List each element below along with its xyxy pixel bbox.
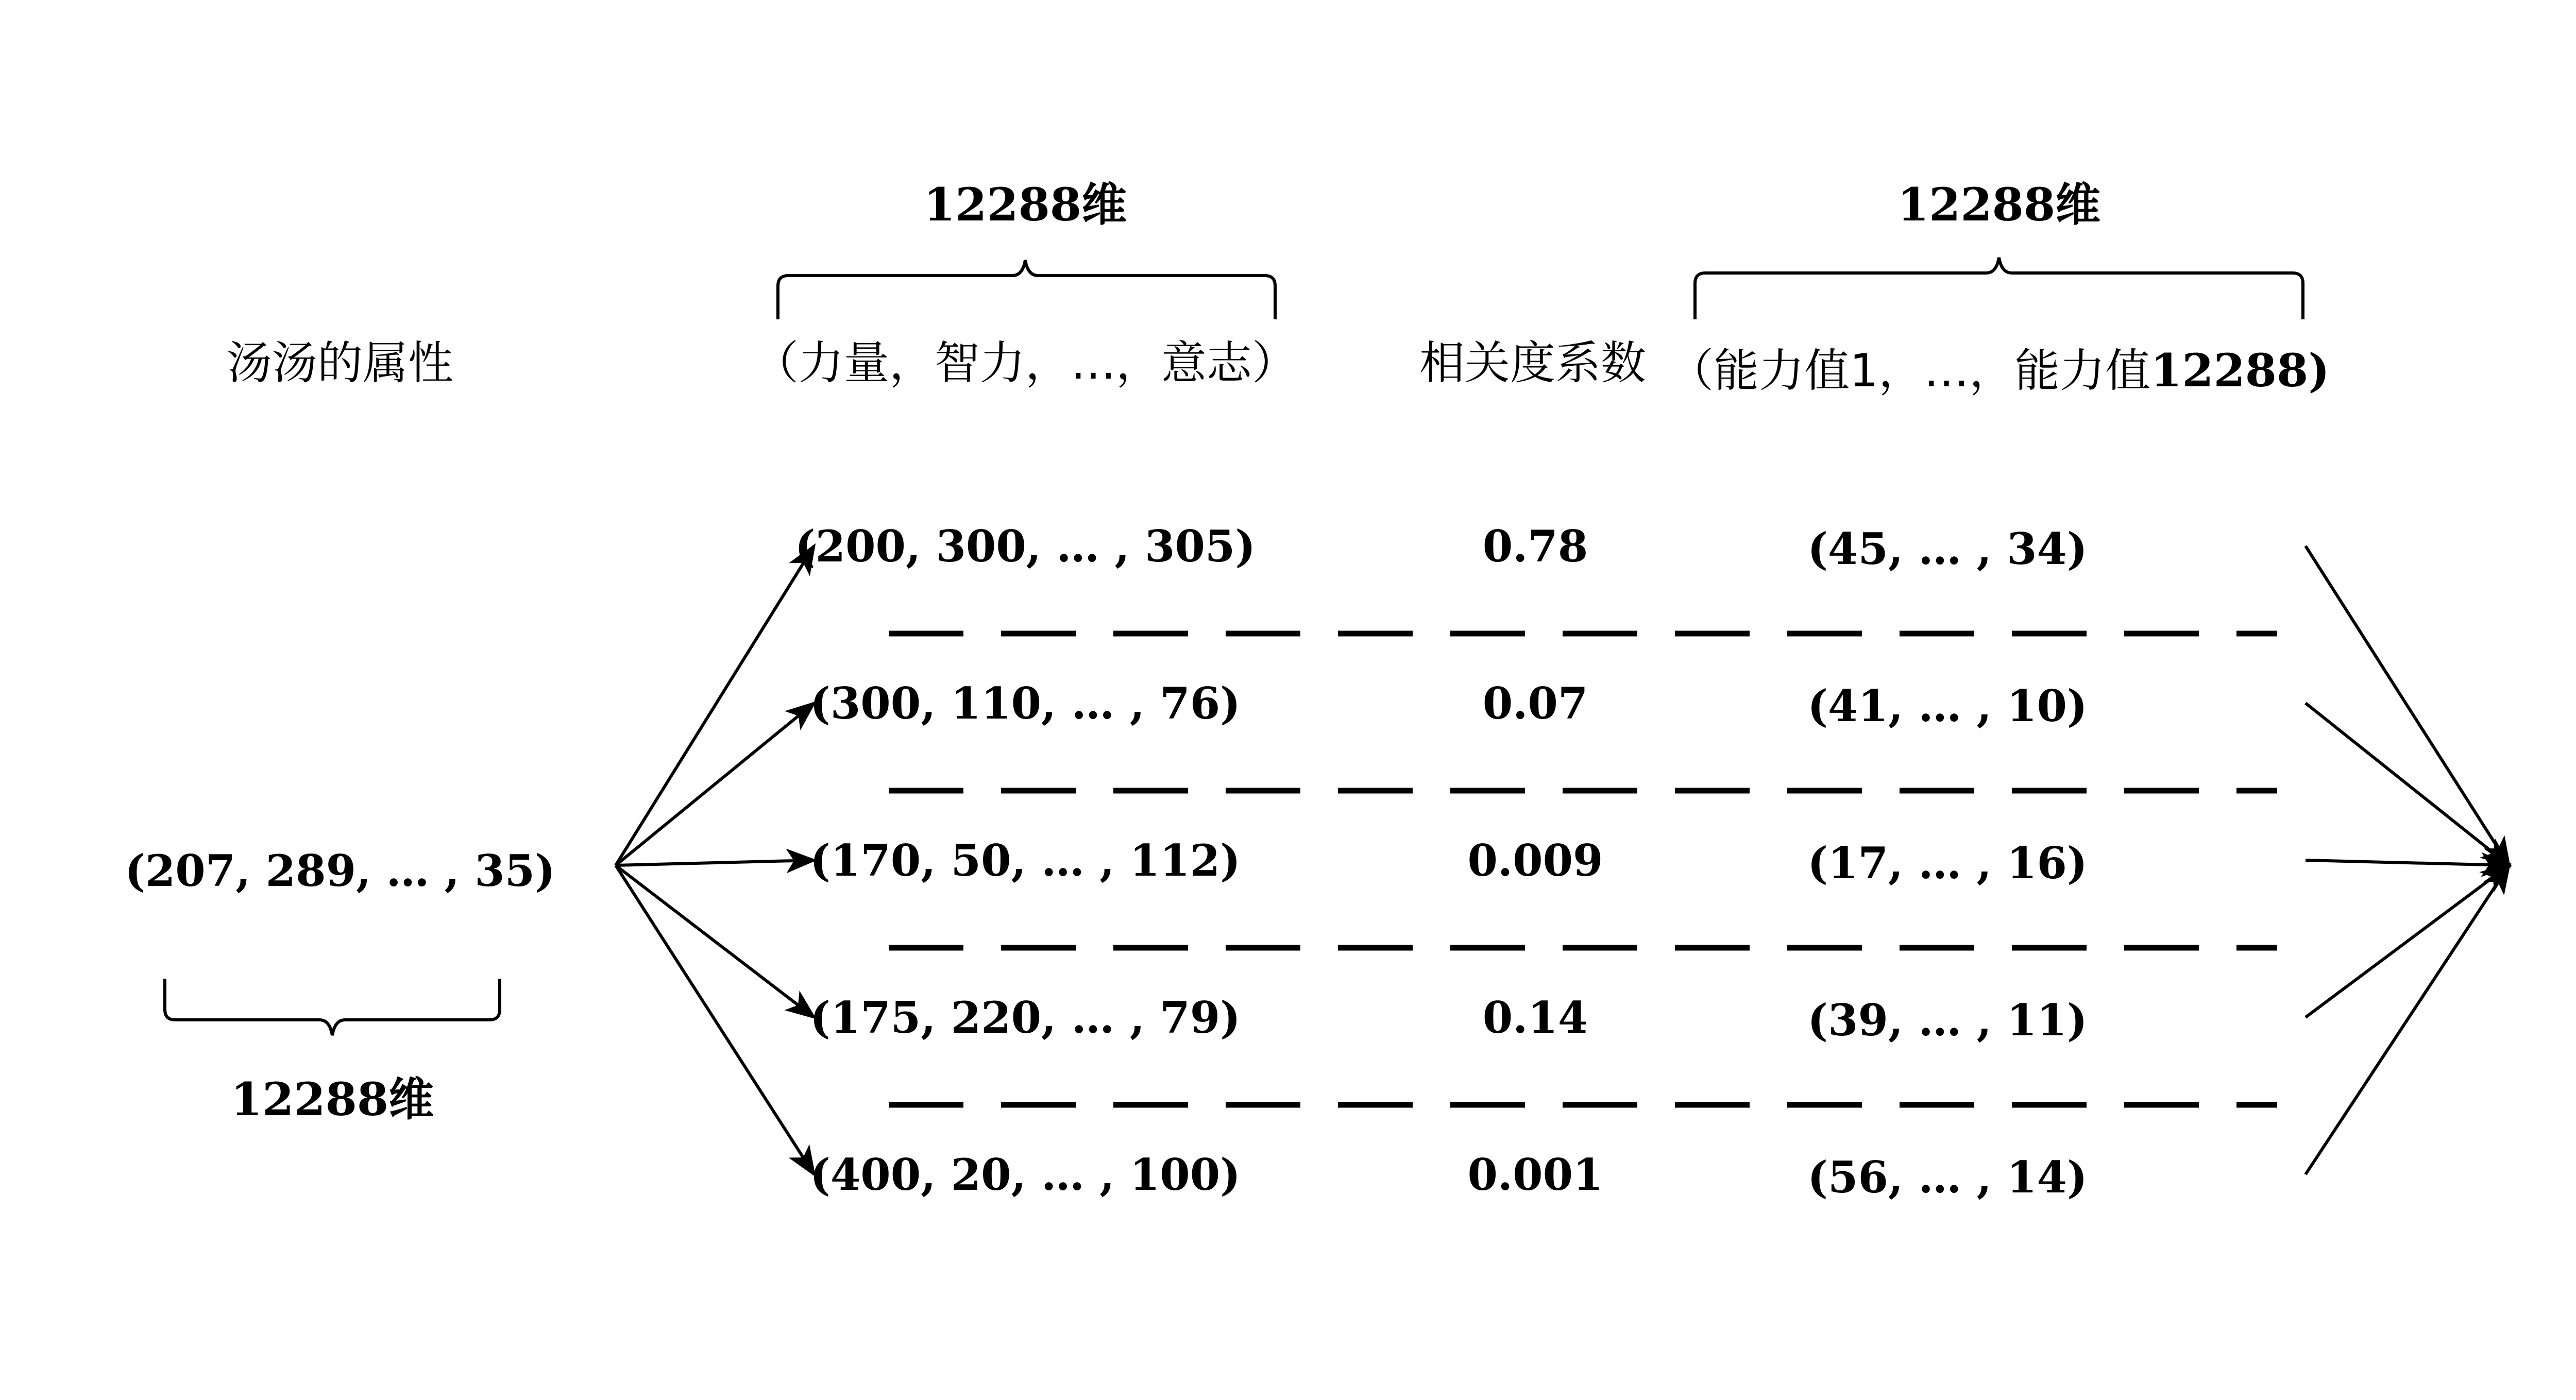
header-ability-values-suffix: 12288) (2150, 344, 2330, 397)
fan-out-arrow-3 (616, 860, 814, 865)
row-2 (810, 678, 2088, 731)
dim-label-abilities-top: 12288维 (1897, 178, 2101, 231)
row-coefficient: 0.001 (1467, 1149, 1603, 1200)
fan-out-arrow-2 (616, 703, 814, 865)
row-abilities-vector: (41, … , 10) (1807, 680, 2088, 731)
brace-input-bottom (165, 979, 500, 1035)
row-3 (810, 835, 2088, 889)
header-correlation-coefficient: 相关度系数 (1419, 336, 1647, 389)
fan-in-arrows (2306, 546, 2509, 1174)
row-attributes-vector: (300, 110, … , 76) (810, 678, 1241, 729)
row-coefficient: 0.07 (1482, 678, 1588, 729)
brace-abilities-top (1695, 258, 2303, 319)
row-abilities-vector: (45, … , 34) (1807, 523, 2088, 574)
header-tangtang-attributes: 汤汤的属性 (226, 336, 454, 389)
header-ability-values-prefix: （能力值1，…，能力值 (1668, 344, 2151, 397)
row-coefficient: 0.14 (1482, 992, 1588, 1043)
fan-out-arrows (616, 546, 814, 1174)
fan-in-arrow-1 (2306, 546, 2509, 865)
row-attributes-vector: (170, 50, … , 112) (810, 835, 1241, 886)
header-ability-values (1668, 344, 2330, 397)
fan-in-arrow-5 (2306, 865, 2509, 1174)
input-vector: (207, 289, … , 35) (125, 845, 555, 896)
row-abilities-vector: (56, … , 14) (1807, 1152, 2088, 1203)
row-1 (795, 521, 2088, 574)
row-attributes-vector: (200, 300, … , 305) (794, 521, 1256, 572)
row-5 (810, 1149, 2088, 1203)
fan-in-arrow-3 (2306, 860, 2509, 865)
row-4 (810, 992, 2088, 1046)
row-abilities-vector: (17, … , 16) (1807, 838, 2088, 889)
row-attributes-vector: (400, 20, … , 100) (810, 1149, 1241, 1200)
fan-in-arrow-4 (2306, 865, 2509, 1017)
row-abilities-vector: (39, … , 11) (1807, 995, 2088, 1046)
brace-attributes-top (778, 260, 1275, 319)
fan-out-arrow-1 (616, 546, 814, 865)
row-attributes-vector: (175, 220, … , 79) (810, 992, 1241, 1043)
rows-group (795, 521, 2088, 1203)
dim-label-input-bottom: 12288维 (230, 1072, 434, 1126)
row-coefficient: 0.78 (1482, 521, 1588, 572)
header-attribute-names: （力量，智力，…，意志） (753, 336, 1298, 389)
fan-out-arrow-5 (616, 865, 814, 1174)
fan-out-arrow-4 (616, 865, 814, 1017)
fan-in-arrow-2 (2306, 703, 2509, 865)
row-coefficient: 0.009 (1467, 835, 1603, 886)
dim-label-attributes-top: 12288维 (923, 178, 1127, 231)
